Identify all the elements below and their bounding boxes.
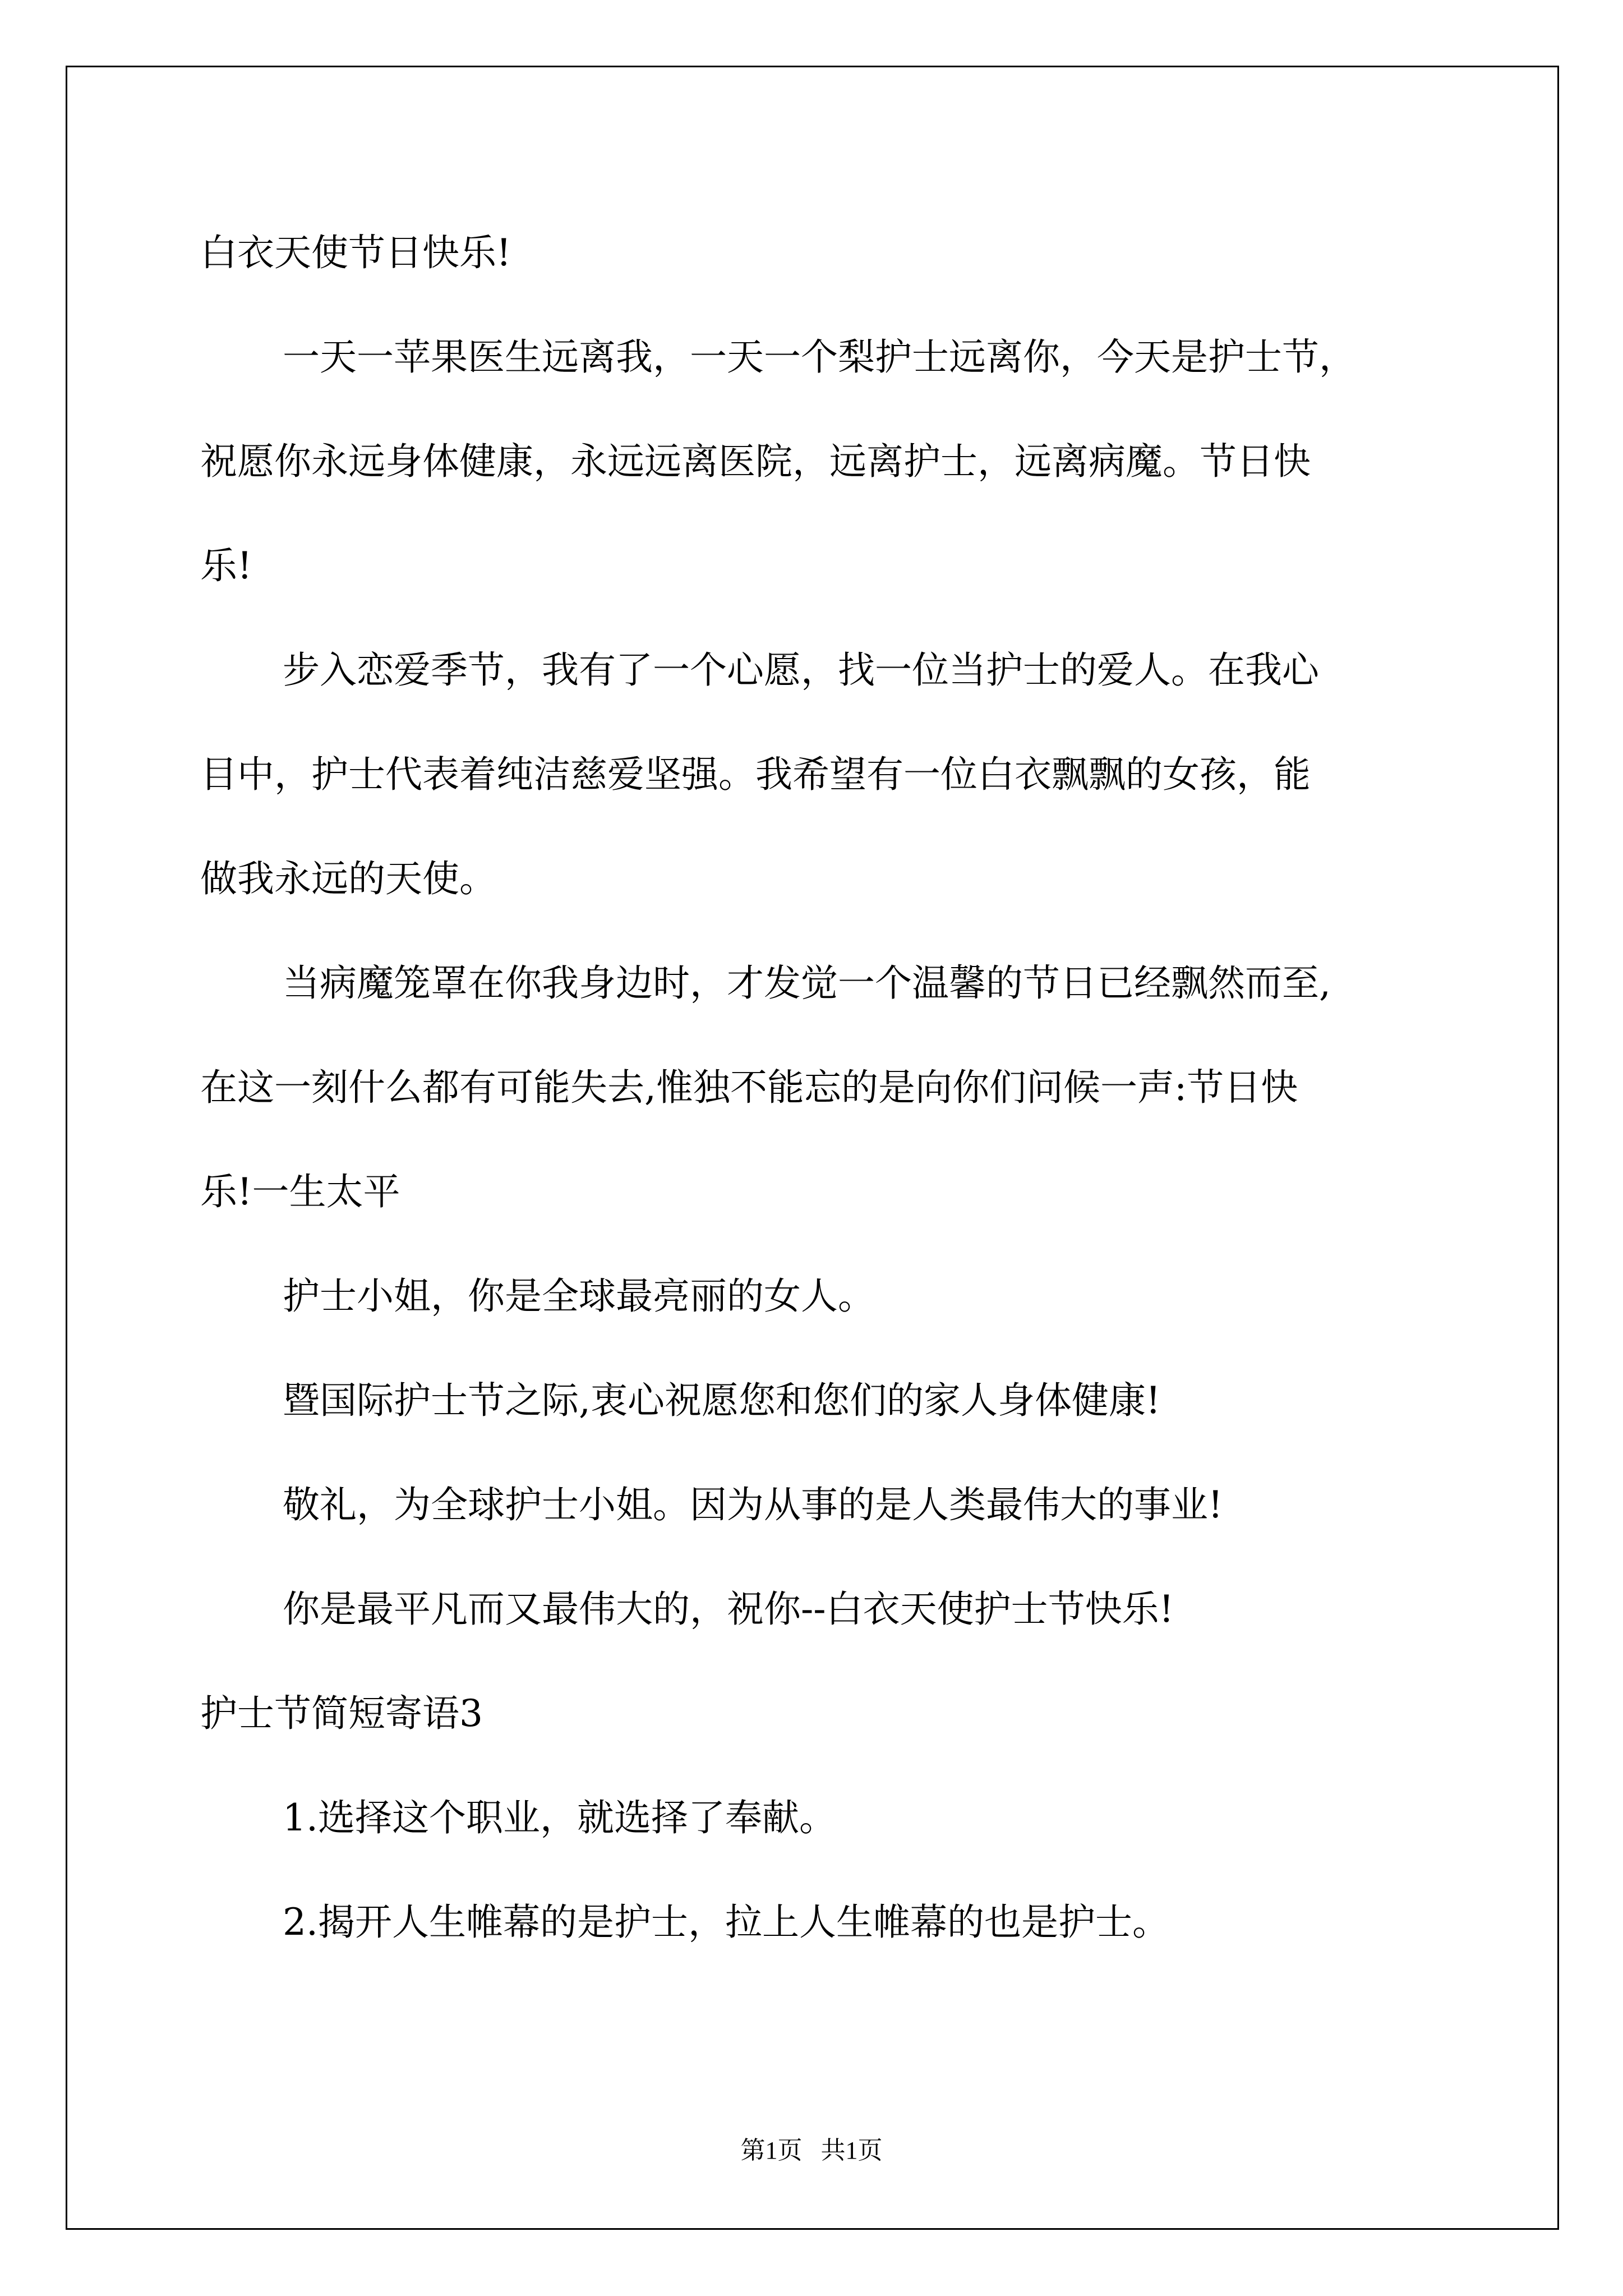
text-line: 护士小姐，你是全球最亮丽的女人。 [283, 1274, 875, 1318]
page-number-footer: 第1页 共1页 [740, 2137, 883, 2164]
text-line: 做我永远的天使。 [200, 857, 496, 900]
text-line: 当病魔笼罩在你我身边时，才发觉一个温馨的节日已经飘然而至, [283, 961, 1331, 1005]
text-line: 你是最平凡而又最伟大的，祝你--白衣天使护士节快乐! [283, 1588, 1174, 1631]
text-line: 目中，护士代表着纯洁慈爱坚强。我希望有一位白衣飘飘的女孩，能 [200, 753, 1311, 796]
text-line: 敬礼，为全球护士小姐。因为从事的是人类最伟大的事业! [283, 1483, 1223, 1526]
list-item: 1.选择这个职业，就选择了奉献。 [283, 1796, 836, 1839]
text-line: 乐! [200, 544, 252, 587]
list-item: 2.揭开人生帷幕的是护士，拉上人生帷幕的也是护士。 [283, 1901, 1169, 1944]
text-line: 一天一苹果医生远离我，一天一个梨护士远离你，今天是护士节， [283, 335, 1356, 379]
section-heading: 护士节简短寄语3 [200, 1692, 483, 1735]
text-line: 祝愿你永远身体健康，永远远离医院，远离护士，远离病魔。节日快 [200, 440, 1311, 483]
text-line: 白衣天使节日快乐! [200, 231, 511, 274]
text-line: 暨国际护士节之际,衷心祝愿您和您们的家人身体健康! [283, 1379, 1161, 1422]
text-line: 步入恋爱季节，我有了一个心愿，找一位当护士的爱人。在我心 [283, 648, 1319, 692]
text-line: 乐!一生太平 [200, 1170, 400, 1213]
text-line: 在这一刻什么都有可能失去,惟独不能忘的是向你们问候一声:节日快 [200, 1066, 1298, 1109]
